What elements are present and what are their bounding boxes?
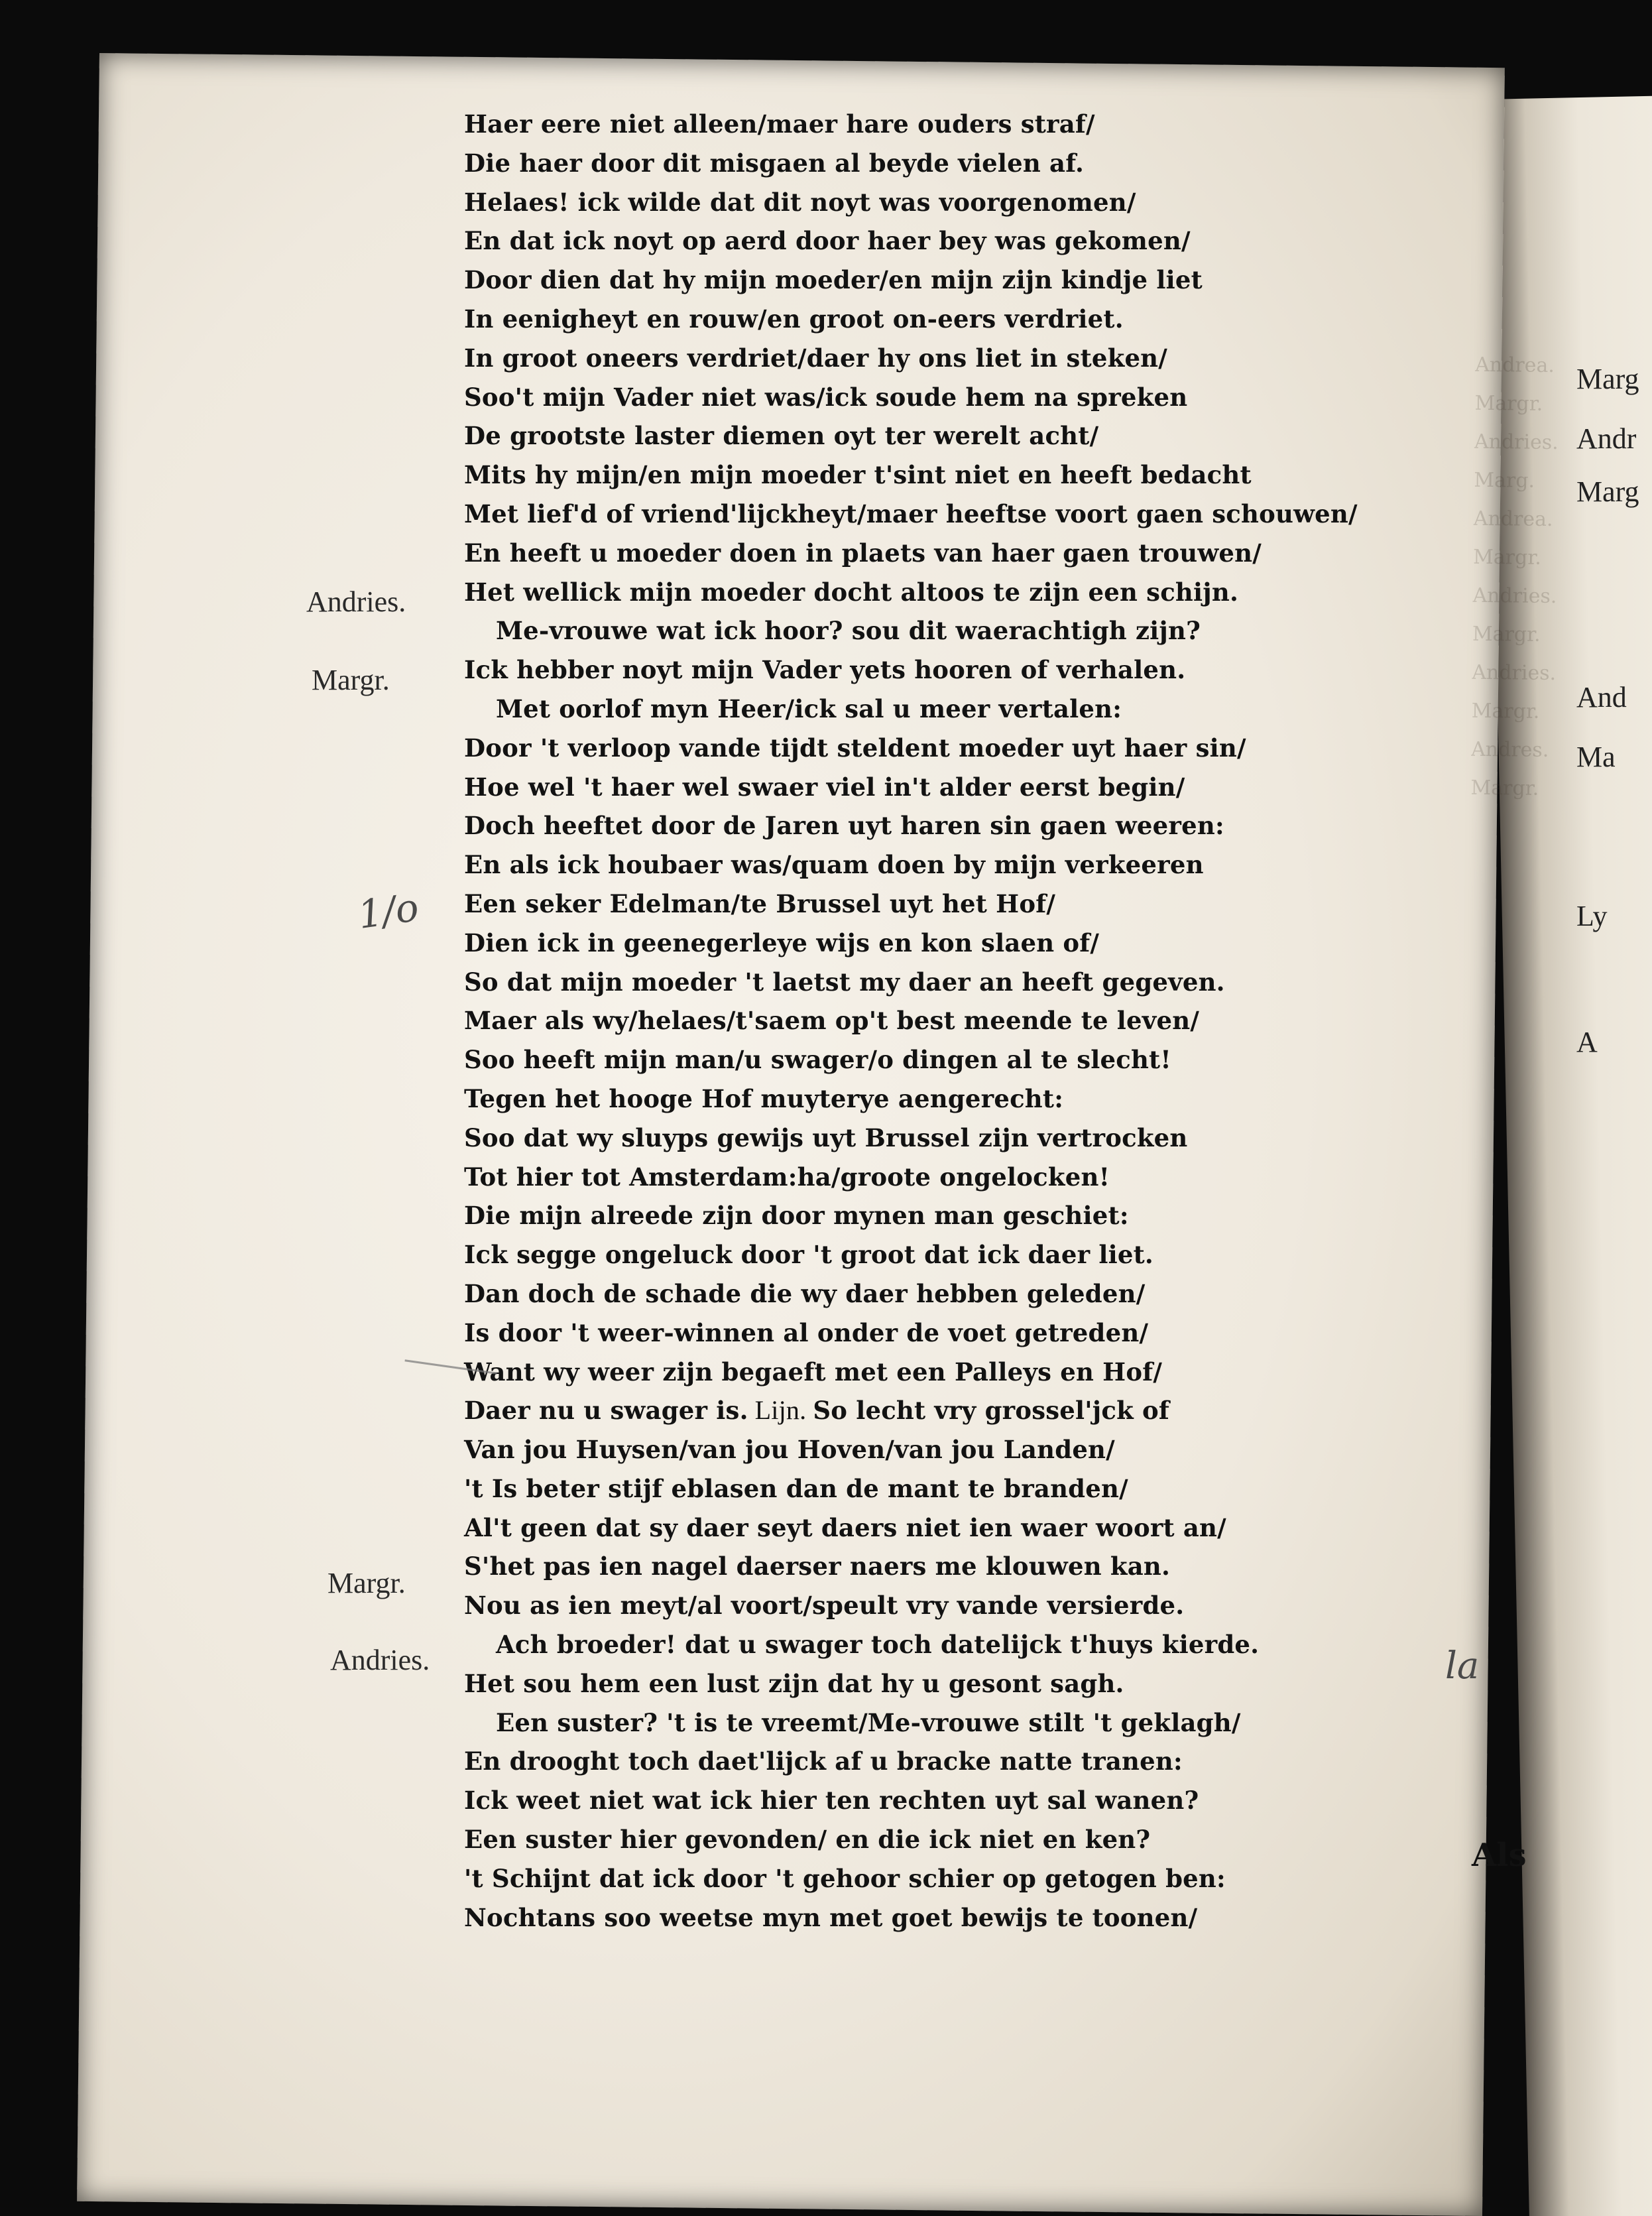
verse-line: S'het pas ien nagel daerser naers me klouwen kan. — [464, 1552, 1171, 1581]
verse-line: Soo dat wy sluyps gewijs uyt Brussel zijn vertrocken — [464, 1123, 1188, 1152]
verse-line: En heeft u moeder doen in plaets van haer gaen trouwen/ — [464, 538, 1262, 568]
verse-line: Maer als wy/helaes/t'saem op't best meende te leven/ — [464, 1006, 1200, 1036]
verse-line: Dan doch de schade die wy daer hebben geleden/ — [464, 1278, 1146, 1308]
verse-line: De grootste laster diemen oyt ter werelt acht/ — [464, 421, 1099, 451]
speaker-margr: Margr. — [327, 1567, 406, 1599]
verse-line: In eenigheyt en rouw/en groot on-eers verdriet. — [464, 304, 1124, 334]
verse-line: Mits hy mijn/en mijn moeder t'sint niet en heeft bedacht — [464, 460, 1252, 490]
handwritten-annotation: 1/o — [355, 884, 422, 938]
verse-line-part: Daer nu u swager is. — [464, 1396, 748, 1426]
verse-line: Het sou hem een lust zijn dat hy u gesont sagh. — [464, 1668, 1124, 1698]
verse-line: Helaes! ick wilde dat dit noyt was voorgenomen/ — [464, 187, 1136, 217]
catchword: Als — [1472, 1837, 1527, 1874]
speaker-margr: Margr. — [312, 664, 390, 696]
right-speaker: And — [1576, 681, 1627, 713]
verse-line: Van jou Huysen/van jou Hoven/van jou Landen/ — [464, 1435, 1115, 1465]
verse-line: Hoe wel 't haer wel swaer viel in't alder eerst begin/ — [464, 772, 1185, 802]
verse-line: Al't geen dat sy daer seyt daers niet ien waer woort an/ — [464, 1512, 1226, 1542]
verse-line: Ick weet niet wat ick hier ten rechten uyt sal wanen? — [464, 1786, 1199, 1816]
speaker-andries: Andries. — [306, 585, 406, 618]
verse-line: Me-vrouwe wat ick hoor? sou dit waerachtigh zijn? — [496, 616, 1201, 646]
speaker-andries: Andries. — [330, 1644, 430, 1676]
verse-line: Nou as ien meyt/al voort/speult vry vande versierde. — [464, 1591, 1185, 1621]
verse-line: Door dien dat hy mijn moeder/en mijn zijn kindje liet — [464, 265, 1203, 295]
verse-line: Is door 't weer-winnen al onder de voet getreden/ — [464, 1318, 1149, 1347]
verse-line: So dat mijn moeder 't laetst my daer an heeft gegeven. — [464, 967, 1225, 997]
verse-line: Ach broeder! dat u swager toch datelijck t'huys kierde. — [496, 1630, 1260, 1660]
verse-line: Ick hebber noyt mijn Vader yets hooren of verhalen. — [464, 655, 1186, 685]
verse-line: Het wellick mijn moeder docht altoos te zijn een schijn. — [464, 577, 1239, 607]
verse-line: Een suster hier gevonden/ en die ick niet en ken? — [464, 1825, 1151, 1855]
verse-line: Want wy weer zijn begaeft met een Palleys en Hof/ — [464, 1357, 1163, 1386]
verse-line: En drooght toch daet'lijck af u bracke natte tranen: — [464, 1747, 1183, 1776]
verse-line: Dien ick in geenegerleye wijs en kon slaen of/ — [464, 928, 1100, 957]
verse-line-part: So lecht vry grossel'jck of — [813, 1396, 1170, 1426]
verse-line: Met lief'd of vriend'lijckheyt/maer heeftse voort gaen schouwen/ — [464, 499, 1358, 528]
verse-line: Haer eere niet alleen/maer hare ouders straf/ — [464, 109, 1095, 139]
verse-line-with-speaker — [464, 1391, 1472, 1430]
verse-line: Nochtans soo weetse myn met goet bewijs te toonen/ — [464, 1902, 1198, 1932]
verse-line: Doch heeftet door de Jaren uyt haren sin gaen weeren: — [464, 811, 1224, 841]
verse-line: Soo't mijn Vader niet was/ick soude hem na spreken — [464, 382, 1188, 412]
inline-speaker-label: Lijn. — [754, 1395, 807, 1426]
verse-line: En als ick houbaer was/quam doen by mijn verkeeren — [464, 850, 1204, 880]
verse-line: 't Schijnt dat ick door 't gehoor schier op getogen ben: — [464, 1863, 1226, 1893]
right-speaker: A — [1576, 1026, 1598, 1058]
right-speaker: Ma — [1576, 741, 1616, 773]
verse-line: In groot oneers verdriet/daer hy ons liet in steken/ — [464, 343, 1167, 373]
verse-line: Die haer door dit misgaen al beyde vielen af. — [464, 148, 1085, 178]
right-speaker: Marg — [1576, 475, 1639, 508]
verse-line: Een suster? 't is te vreemt/Me-vrouwe stilt 't geklagh/ — [496, 1707, 1241, 1737]
verse-line: Die mijn alreede zijn door mynen man geschiet: — [464, 1201, 1129, 1231]
verse-line: Ick segge ongeluck door 't groot dat ick daer liet. — [464, 1240, 1153, 1270]
verse-line: Tot hier tot Amsterdam:ha/groote ongelocken! — [464, 1162, 1110, 1192]
verse-line: En dat ick noyt op aerd door haer bey was gekomen/ — [464, 226, 1191, 256]
right-speaker: Andr — [1576, 422, 1637, 455]
verse-line: Een seker Edelman/te Brussel uyt het Hof/ — [464, 889, 1056, 918]
verse-line: Soo heeft mijn man/u swager/o dingen al te slecht! — [464, 1045, 1171, 1075]
verse-line: Tegen het hooge Hof muyterye aengerecht: — [464, 1083, 1064, 1113]
right-speaker: Marg — [1576, 363, 1639, 395]
show-through-text: Andrea. Margr. Andries. Marg. Andrea. Margr. Andries. Margr. Andries. Margr. Andres. Margr. — [1470, 353, 1559, 800]
right-speaker: Ly — [1576, 900, 1608, 932]
verse-text — [464, 105, 1472, 1937]
handwritten-annotation: la — [1445, 1644, 1480, 1688]
verse-line: Met oorlof myn Heer/ick sal u meer vertalen: — [496, 694, 1122, 723]
verse-line: 't Is beter stijf eblasen dan de mant te branden/ — [464, 1473, 1128, 1503]
verse-line: Door 't verloop vande tijdt steldent moeder uyt haer sin/ — [464, 733, 1246, 763]
